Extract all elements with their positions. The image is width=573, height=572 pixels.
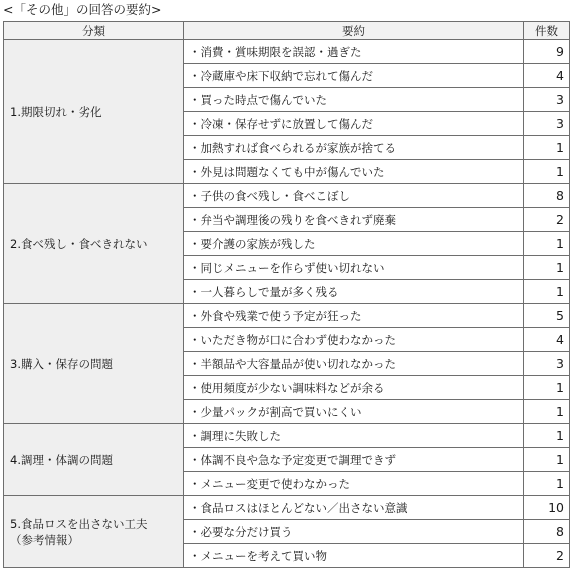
summary-cell: ・要介護の家族が残した: [184, 232, 524, 256]
count-cell: 9: [524, 40, 570, 64]
summary-column-header: 要約: [184, 22, 524, 40]
table-body: [4, 40, 570, 568]
summary-cell: ・外見は問題なくても中が傷んでいた: [184, 160, 524, 184]
table-row: [4, 496, 570, 520]
summary-cell: ・少量パックが割高で買いにくい: [184, 400, 524, 424]
count-cell: 1: [524, 376, 570, 400]
count-cell: 1: [524, 424, 570, 448]
count-cell: 4: [524, 64, 570, 88]
count-cell: 4: [524, 328, 570, 352]
count-cell: 8: [524, 184, 570, 208]
category-cell: [4, 304, 184, 424]
count-cell: 3: [524, 112, 570, 136]
count-cell: 1: [524, 280, 570, 304]
count-cell: 8: [524, 520, 570, 544]
count-cell: 1: [524, 232, 570, 256]
summary-cell: ・食品ロスはほとんどない／出さない意識: [184, 496, 524, 520]
count-column-header: 件数: [524, 22, 570, 40]
category-label: 2.食べ残し・食べきれない: [10, 236, 148, 251]
page-title: <「その他」の回答の要約>: [3, 2, 162, 17]
summary-cell: ・子供の食べ残し・食べこぼし: [184, 184, 524, 208]
count-cell: 1: [524, 136, 570, 160]
summary-cell: ・メニューを考えて買い物: [184, 544, 524, 568]
summary-cell: ・買った時点で傷んでいた: [184, 88, 524, 112]
table-header-row: [4, 22, 570, 40]
count-cell: 3: [524, 88, 570, 112]
category-cell: [4, 184, 184, 304]
category-label: 3.購入・保存の問題: [10, 356, 113, 371]
count-cell: 5: [524, 304, 570, 328]
summary-cell: ・一人暮らしで量が多く残る: [184, 280, 524, 304]
count-cell: 1: [524, 256, 570, 280]
category-cell: [4, 40, 184, 184]
count-cell: 3: [524, 352, 570, 376]
summary-cell: ・同じメニューを作らず使い切れない: [184, 256, 524, 280]
count-cell: 2: [524, 544, 570, 568]
summary-cell: ・冷蔵庫や床下収納で忘れて傷んだ: [184, 64, 524, 88]
summary-cell: ・冷凍・保存せずに放置して傷んだ: [184, 112, 524, 136]
table-row: [4, 424, 570, 448]
summary-cell: ・体調不良や急な予定変更で調理できず: [184, 448, 524, 472]
summary-cell: ・半額品や大容量品が使い切れなかった: [184, 352, 524, 376]
category-note: （参考情報）: [10, 532, 79, 547]
count-cell: 10: [524, 496, 570, 520]
category-cell: [4, 496, 184, 568]
category-label: 5.食品ロスを出さない工夫: [10, 516, 148, 531]
count-cell: 1: [524, 400, 570, 424]
summary-cell: ・必要な分だけ買う: [184, 520, 524, 544]
summary-cell: ・調理に失敗した: [184, 424, 524, 448]
count-cell: 1: [524, 160, 570, 184]
responses-summary-table: [3, 21, 570, 568]
summary-cell: ・いただき物が口に合わず使わなかった: [184, 328, 524, 352]
count-cell: 2: [524, 208, 570, 232]
summary-cell: ・加熱すれば食べられるが家族が捨てる: [184, 136, 524, 160]
category-column-header: 分類: [4, 22, 184, 40]
category-cell: [4, 424, 184, 496]
category-label: 4.調理・体調の問題: [10, 452, 113, 467]
table-row: [4, 184, 570, 208]
category-label: 1.期限切れ・劣化: [10, 104, 102, 119]
count-cell: 1: [524, 472, 570, 496]
summary-cell: ・メニュー変更で使わなかった: [184, 472, 524, 496]
summary-cell: ・消費・賞味期限を誤認・過ぎた: [184, 40, 524, 64]
count-cell: 1: [524, 448, 570, 472]
table-row: [4, 40, 570, 64]
table-row: [4, 304, 570, 328]
summary-cell: ・使用頻度が少ない調味料などが余る: [184, 376, 524, 400]
summary-cell: ・弁当や調理後の残りを食べきれず廃棄: [184, 208, 524, 232]
summary-cell: ・外食や残業で使う予定が狂った: [184, 304, 524, 328]
